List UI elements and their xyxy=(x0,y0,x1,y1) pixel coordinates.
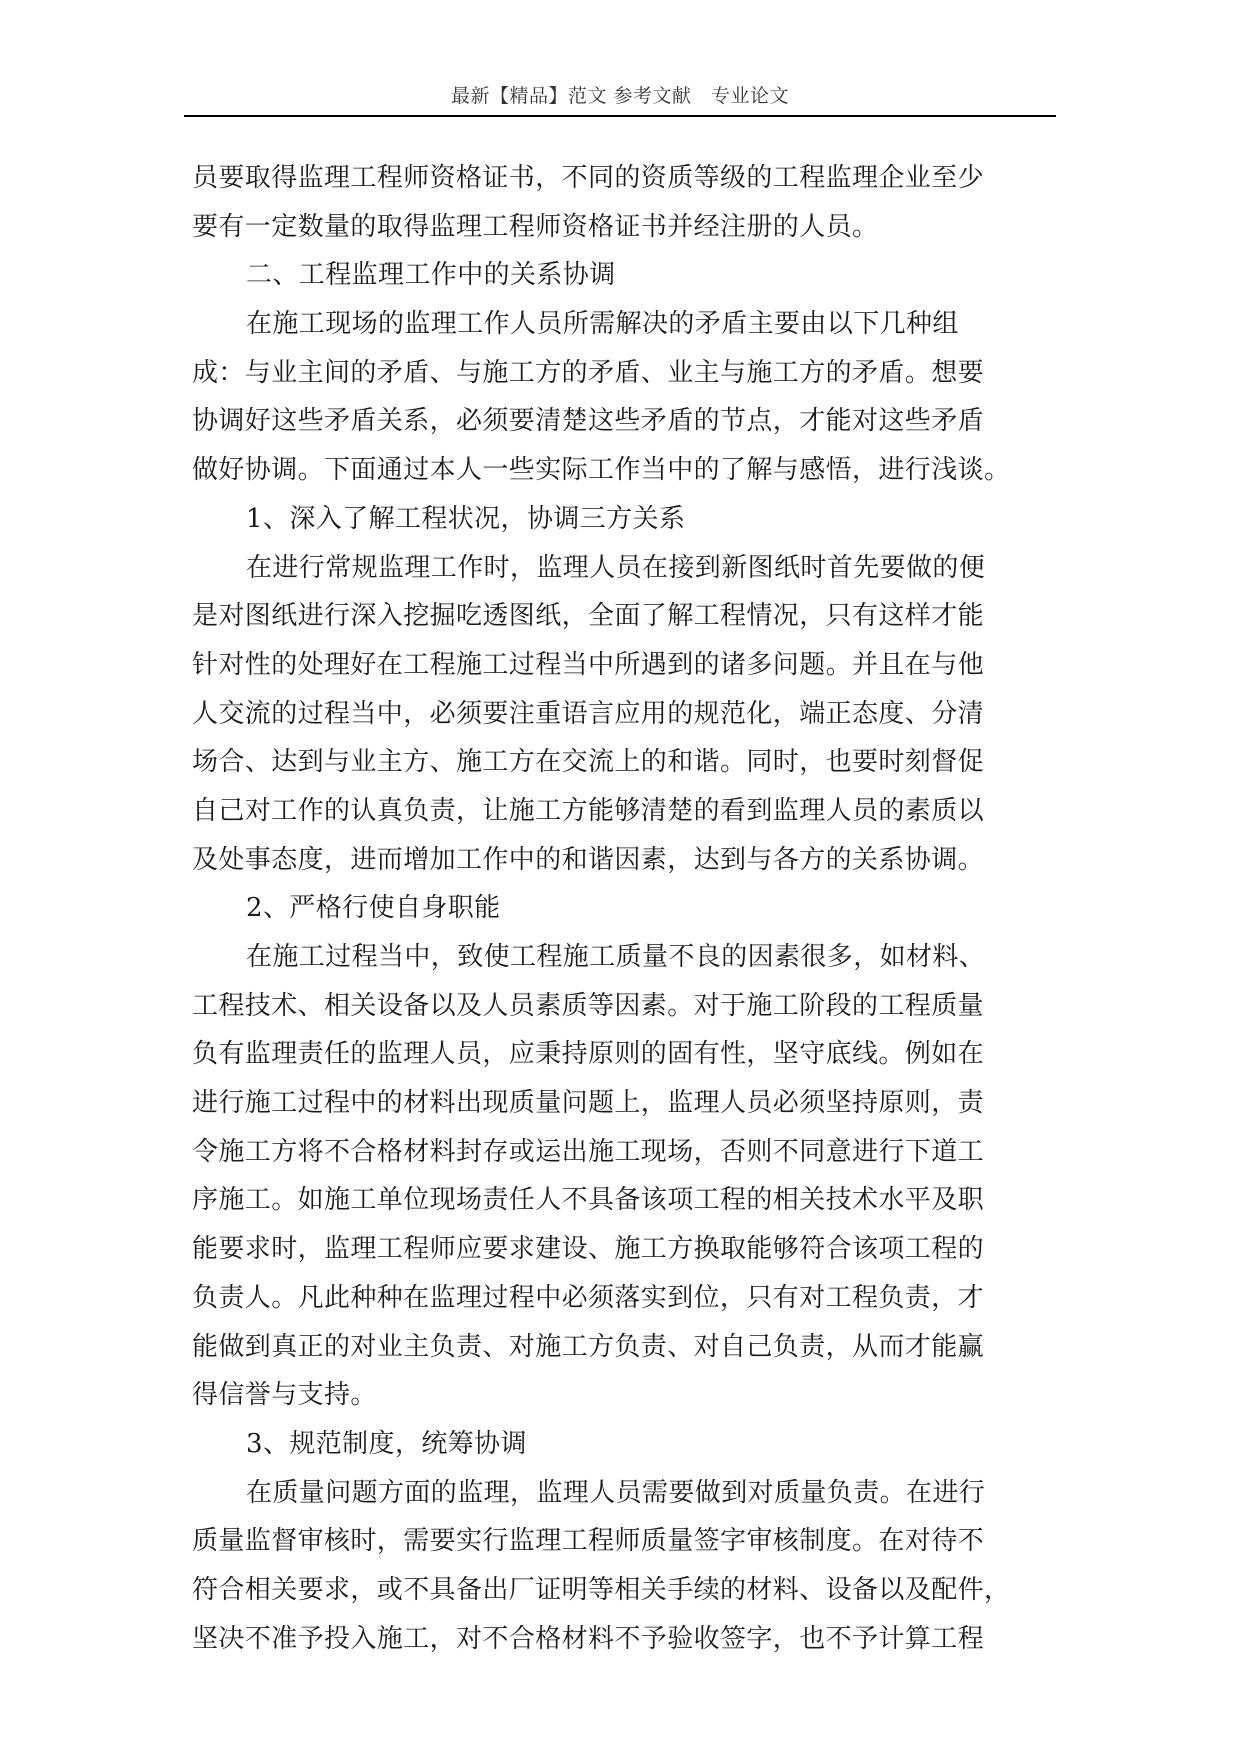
text-line: 人交流的过程当中，必须要注重语言应用的规范化，端正态度、分清 xyxy=(192,698,985,729)
text-line: 针对性的处理好在工程施工过程当中所遇到的诸多问题。并且在与他 xyxy=(192,649,985,680)
text-line: 质量监督审核时，需要实行监理工程师质量签字审核制度。在对待不 xyxy=(192,1526,985,1557)
text-line: 2、严格行使自身职能 xyxy=(246,893,501,924)
text-line: 符合相关要求，或不具备出厂证明等相关手续的材料、设备以及配件， xyxy=(192,1574,1011,1605)
document-body xyxy=(192,154,1052,1663)
text-line: 能做到真正的对业主负责、对施工方负责、对自己负责，从而才能赢 xyxy=(192,1331,985,1362)
text-line: 在质量问题方面的监理，监理人员需要做到对质量负责。在进行 xyxy=(246,1477,986,1508)
text-line: 员要取得监理工程师资格证书，不同的资质等级的工程监理企业至少 xyxy=(192,163,985,193)
text-line: 在进行常规监理工作时，监理人员在接到新图纸时首先要做的便 xyxy=(246,552,986,583)
text-line: 二、工程监理工作中的关系协调 xyxy=(246,260,616,291)
header-divider xyxy=(184,115,1056,117)
text-line: 自己对工作的认真负责，让施工方能够清楚的看到监理人员的素质以 xyxy=(192,795,985,826)
text-line: 工程技术、相关设备以及人员素质等因素。对于施工阶段的工程质量 xyxy=(192,990,985,1021)
text-line: 在施工现场的监理工作人员所需解决的矛盾主要由以下几种组 xyxy=(246,309,959,340)
text-line: 场合、达到与业主方、施工方在交流上的和谐。同时，也要时刻督促 xyxy=(192,747,985,778)
text-line: 能要求时，监理工程师应要求建设、施工方换取能够符合该项工程的 xyxy=(192,1234,985,1265)
text-line: 协调好这些矛盾关系，必须要清楚这些矛盾的节点，才能对这些矛盾 xyxy=(192,406,985,437)
text-line: 负有监理责任的监理人员，应秉持原则的固有性，坚守底线。例如在 xyxy=(192,1039,985,1070)
text-line: 1、深入了解工程状况，协调三方关系 xyxy=(246,503,686,534)
text-line: 坚决不准予投入施工，对不合格材料不予验收签字，也不予计算工程 xyxy=(192,1623,985,1654)
text-line: 在施工过程当中，致使工程施工质量不良的因素很多，如材料、 xyxy=(246,942,986,972)
page-header: 最新【精品】范文 参考文献 专业论文 xyxy=(450,85,790,107)
text-line: 是对图纸进行深入挖掘吃透图纸，全面了解工程情况，只有这样才能 xyxy=(192,601,985,632)
text-line: 3、规范制度，统筹协调 xyxy=(246,1428,527,1459)
text-line: 序施工。如施工单位现场责任人不具备该项工程的相关技术水平及职 xyxy=(192,1185,985,1216)
text-line: 做好协调。下面通过本人一些实际工作当中的了解与感悟，进行浅谈。 xyxy=(192,455,1011,486)
text-line: 要有一定数量的取得监理工程师资格证书并经注册的人员。 xyxy=(192,211,879,242)
text-line: 成：与业主间的矛盾、与施工方的矛盾、业主与施工方的矛盾。想要 xyxy=(192,357,985,388)
text-line: 及处事态度，进而增加工作中的和谐因素，达到与各方的关系协调。 xyxy=(192,844,985,875)
text-line: 负责人。凡此种种在监理过程中必须落实到位，只有对工程负责，才 xyxy=(192,1282,985,1313)
text-line: 得信誉与支持。 xyxy=(192,1380,377,1411)
text-line: 进行施工过程中的材料出现质量问题上，监理人员必须坚持原则，责 xyxy=(192,1088,985,1119)
text-line: 令施工方将不合格材料封存或运出施工现场，否则不同意进行下道工 xyxy=(192,1136,985,1167)
